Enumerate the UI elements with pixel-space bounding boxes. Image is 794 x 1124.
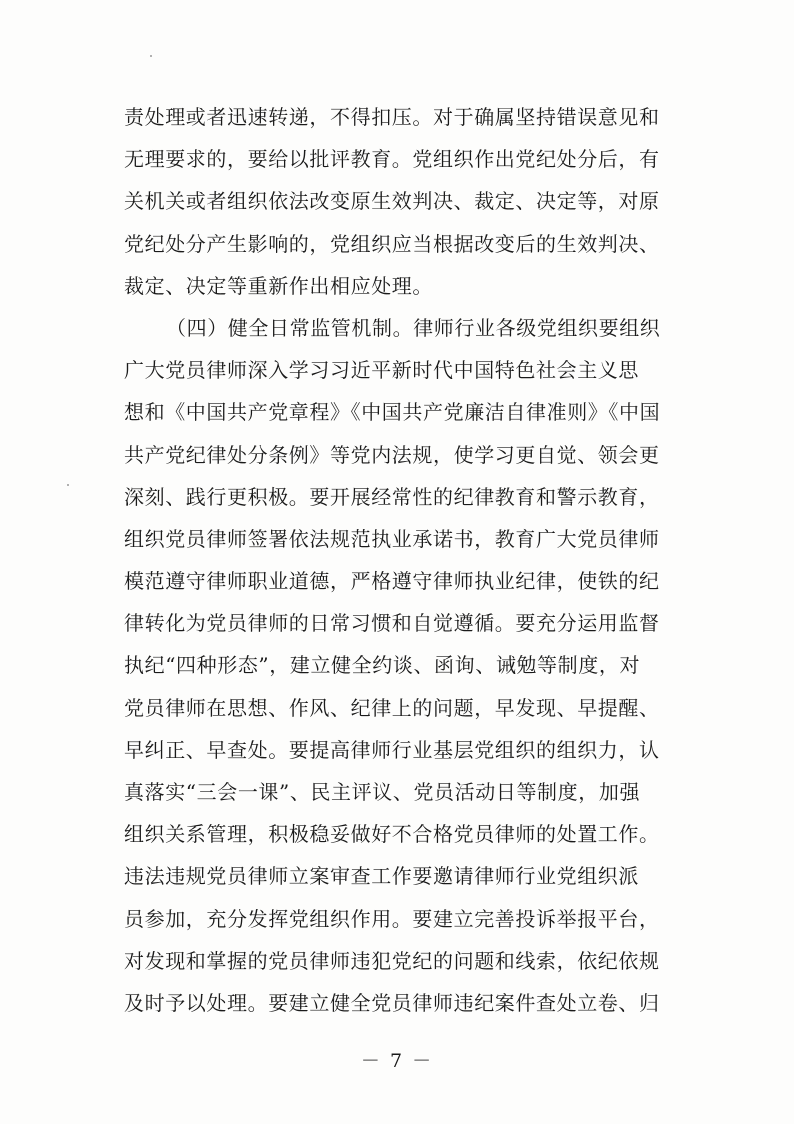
text-line: 想和《中国共产党章程》《中国共产党廉洁自律准则》《中国 bbox=[124, 400, 661, 425]
text-line: 模范遵守律师职业道德，严格遵守律师执业纪律，使铁的纪 bbox=[124, 569, 660, 594]
text-line: 违法违规党员律师立案审查工作要邀请律师行业党组织派 bbox=[124, 864, 639, 889]
text-line: 党纪处分产生影响的，党组织应当根据改变后的生效判决、 bbox=[124, 231, 660, 256]
text-line: 党员律师在思想、作风、纪律上的问题，早发现、早提醒、 bbox=[124, 695, 660, 720]
body-text bbox=[124, 96, 684, 1024]
text-line: 广大党员律师深入学习习近平新时代中国特色社会主义思 bbox=[124, 358, 639, 383]
text-line: 执纪“四种形态”，建立健全约谈、函询、诫勉等制度，对 bbox=[124, 653, 641, 678]
text-line: 对发现和掌握的党员律师违犯党纪的问题和线索，依纪依规 bbox=[124, 948, 660, 973]
text-line: 早纠正、早查处。要提高律师行业基层党组织的组织力，认 bbox=[124, 737, 660, 762]
text-line: 及时予以处理。要建立健全党员律师违纪案件查处立卷、归 bbox=[124, 990, 660, 1015]
text-line: 裁定、决定等重新作出相应处理。 bbox=[124, 273, 433, 298]
text-line: 律转化为党员律师的日常习惯和自觉遵循。要充分运用监督 bbox=[124, 611, 660, 636]
text-line: 无理要求的，要给以批评教育。党组织作出党纪处分后，有 bbox=[124, 147, 660, 172]
text-line: 共产党纪律处分条例》等党内法规，使学习更自觉、领会更 bbox=[124, 442, 660, 467]
text-line: 组织党员律师签署依法规范执业承诺书，教育广大党员律师 bbox=[124, 526, 660, 551]
text-line: 关机关或者组织依法改变原生效判决、裁定、决定等，对原 bbox=[124, 189, 660, 214]
page-number: － 7 － bbox=[360, 1050, 434, 1072]
text-line: 员参加，充分发挥党组织作用。要建立完善投诉举报平台， bbox=[124, 906, 660, 931]
section-heading-line: （四）健全日常监管机制。律师行业各级党组织要组织 bbox=[166, 315, 661, 340]
text-line: 责处理或者迅速转递，不得扣压。对于确属坚持错误意见和 bbox=[124, 105, 660, 129]
scan-speck bbox=[150, 55, 152, 57]
text-line: 深刻、践行更积极。要开展经常性的纪律教育和警示教育， bbox=[124, 484, 660, 509]
text-line: 组织关系管理，积极稳妥做好不合格党员律师的处置工作。 bbox=[124, 822, 660, 847]
text-line: 真落实“三会一课”、民主评议、党员活动日等制度，加强 bbox=[124, 780, 641, 804]
scan-speck bbox=[67, 484, 69, 486]
